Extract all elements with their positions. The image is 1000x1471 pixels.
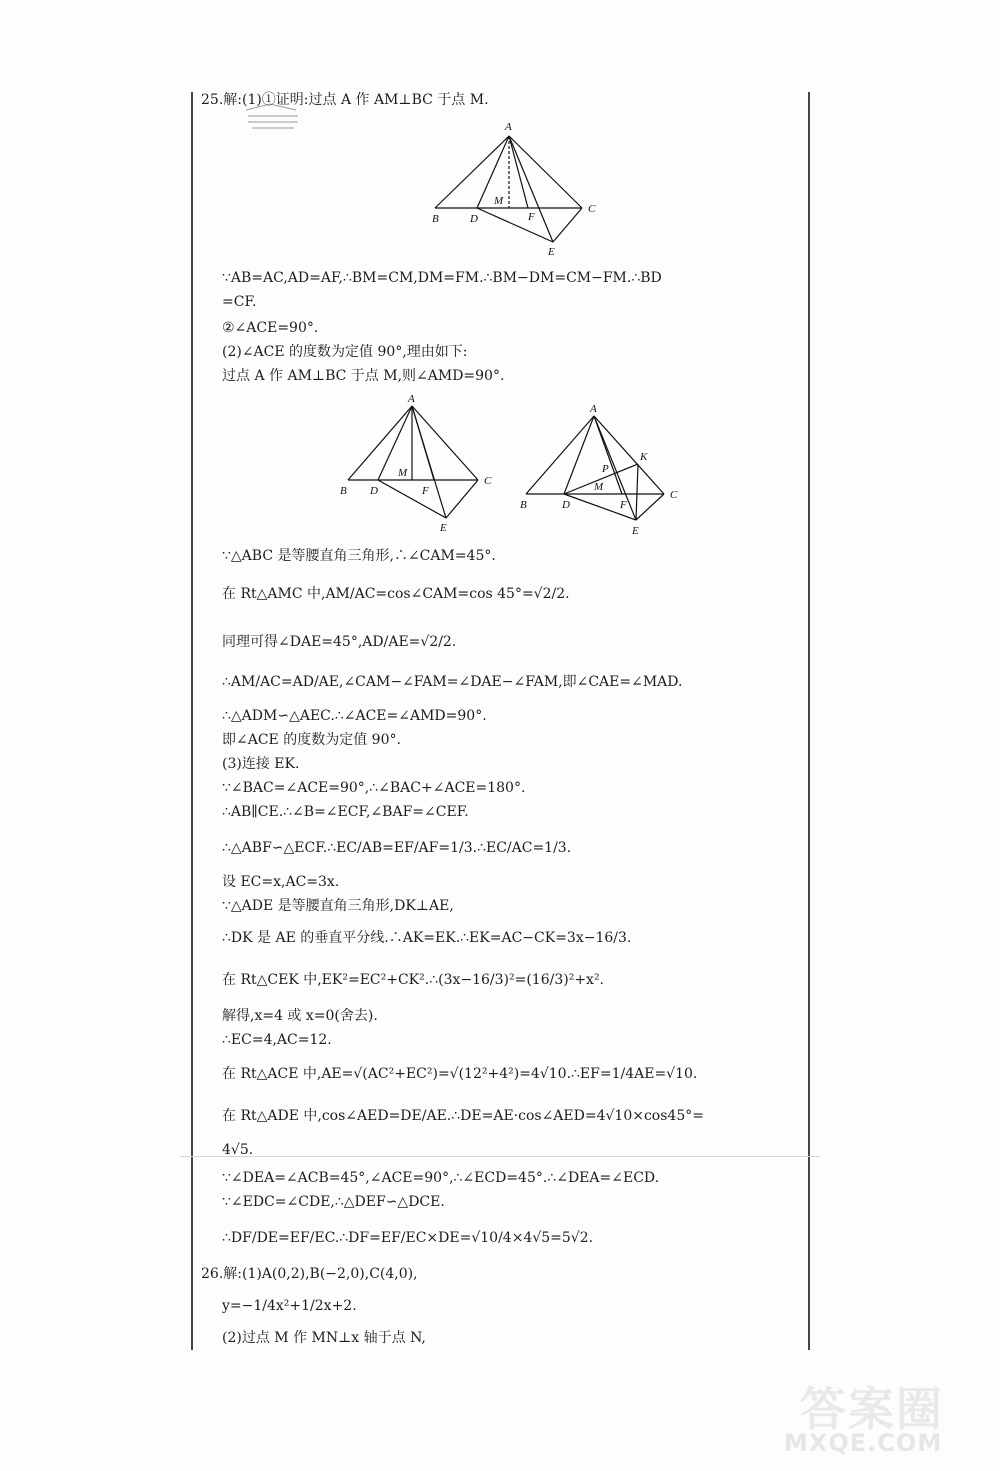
text-line-23: 在 Rt△ADE 中,cos∠AED=DE/AE.∴DE=AE·cos∠AED=4√10×cos45°= bbox=[222, 1108, 704, 1124]
label-d: D bbox=[470, 213, 478, 225]
text-line-15: ∴△ABF∽△ECF.∴EC/AB=EF/AF=1/3.∴EC/AC=1/3. bbox=[222, 840, 572, 856]
label-m: M bbox=[494, 195, 504, 207]
text-line-18: ∴DK 是 AE 的垂直平分线.∴AK=EK.∴EK=AC−CK=3x−16/3. bbox=[222, 930, 632, 946]
label-m: M bbox=[594, 481, 604, 493]
label-f: F bbox=[422, 485, 429, 497]
text-line-3: ②∠ACE=90°. bbox=[222, 320, 319, 336]
label-f: F bbox=[528, 211, 535, 223]
text-line-22: 在 Rt△ACE 中,AE=√(AC²+EC²)=√(12²+4²)=4√10.∴EF=1/4AE=√10. bbox=[222, 1066, 698, 1082]
label-k: K bbox=[640, 451, 648, 463]
text-line-13: ∵∠BAC=∠ACE=90°,∴∠BAC+∠ACE=180°. bbox=[222, 780, 526, 796]
text-line-11: 即∠ACE 的度数为定值 90°. bbox=[222, 732, 401, 748]
label-d: D bbox=[562, 499, 570, 511]
label-e: E bbox=[548, 246, 555, 258]
text-line-4: (2)∠ACE 的度数为定值 90°,理由如下: bbox=[222, 344, 468, 360]
geometry-figure-1 bbox=[420, 116, 610, 266]
watermark-site-text: MXQE.COM bbox=[784, 1429, 943, 1457]
label-e: E bbox=[632, 525, 639, 537]
label-e: E bbox=[440, 522, 447, 534]
text-line-19: 在 Rt△CEK 中,EK²=EC²+CK².∴(3x−16/3)²=(16/3)²+x². bbox=[222, 972, 605, 988]
label-p: P bbox=[602, 463, 609, 475]
text-line-29: y=−1/4x²+1/2x+2. bbox=[222, 1298, 357, 1314]
geometry-figure-3 bbox=[514, 400, 694, 540]
text-line-12: (3)连接 EK. bbox=[222, 756, 300, 772]
label-f: F bbox=[620, 499, 627, 511]
label-a: A bbox=[408, 393, 415, 405]
text-line-30: (2)过点 M 作 MN⊥x 轴于点 N, bbox=[222, 1330, 426, 1346]
left-margin-line bbox=[191, 92, 193, 1350]
text-line-1: ∵AB=AC,AD=AF,∴BM=CM,DM=FM.∴BM−DM=CM−FM.∴BD bbox=[222, 270, 662, 286]
label-a: A bbox=[505, 121, 512, 133]
text-line-25: ∵∠DEA=∠ACB=45°,∠ACE=90°,∴∠ECD=45°.∴∠DEA=∠ECD. bbox=[222, 1170, 660, 1186]
label-m: M bbox=[398, 467, 408, 479]
text-line-27: ∴DF/DE=EF/EC.∴DF=EF/EC×DE=√10/4×4√5=5√2. bbox=[222, 1230, 594, 1246]
scan-fold-line bbox=[180, 1156, 820, 1157]
right-margin-line bbox=[808, 92, 810, 1350]
label-d: D bbox=[370, 485, 378, 497]
text-line-20: 解得,x=4 或 x=0(舍去). bbox=[222, 1008, 378, 1024]
watermark bbox=[766, 1373, 986, 1463]
text-line-8: 同理可得∠DAE=45°,AD/AE=√2/2. bbox=[222, 634, 457, 650]
text-line-14: ∴AB∥CE.∴∠B=∠ECF,∠BAF=∠CEF. bbox=[222, 804, 469, 820]
text-line-24: 4√5. bbox=[222, 1142, 254, 1158]
text-line-16: 设 EC=x,AC=3x. bbox=[222, 874, 340, 890]
problem-25-title: 25.解:(1)①证明:过点 A 作 AM⊥BC 于点 M. bbox=[201, 92, 489, 108]
text-line-17: ∵△ADE 是等腰直角三角形,DK⊥AE, bbox=[222, 898, 454, 914]
text-line-6: ∵△ABC 是等腰直角三角形,∴∠CAM=45°. bbox=[222, 548, 496, 564]
text-line-7: 在 Rt△AMC 中,AM/AC=cos∠CAM=cos 45°=√2/2. bbox=[222, 586, 570, 602]
text-line-5: 过点 A 作 AM⊥BC 于点 M,则∠AMD=90°. bbox=[222, 368, 505, 384]
label-b: B bbox=[520, 499, 527, 511]
geometry-figure-2 bbox=[334, 390, 504, 540]
label-b: B bbox=[340, 485, 347, 497]
text-line-10: ∴△ADM∽△AEC.∴∠ACE=∠AMD=90°. bbox=[222, 708, 487, 724]
label-c: C bbox=[670, 489, 678, 501]
text-line-21: ∴EC=4,AC=12. bbox=[222, 1032, 332, 1048]
text-line-26: ∵∠EDC=∠CDE,∴△DEF∽△DCE. bbox=[222, 1194, 445, 1210]
label-a: A bbox=[590, 403, 597, 415]
label-c: C bbox=[484, 475, 492, 487]
text-line-9: ∴AM/AC=AD/AE,∠CAM−∠FAM=∠DAE−∠FAM,即∠CAE=∠MAD. bbox=[222, 674, 683, 690]
watermark-logo-text: 答案圈 bbox=[800, 1382, 944, 1436]
text-line-2: =CF. bbox=[222, 294, 257, 310]
label-c: C bbox=[588, 203, 596, 215]
label-b: B bbox=[432, 213, 439, 225]
problem-26-title: 26.解:(1)A(0,2),B(−2,0),C(4,0), bbox=[201, 1266, 418, 1282]
